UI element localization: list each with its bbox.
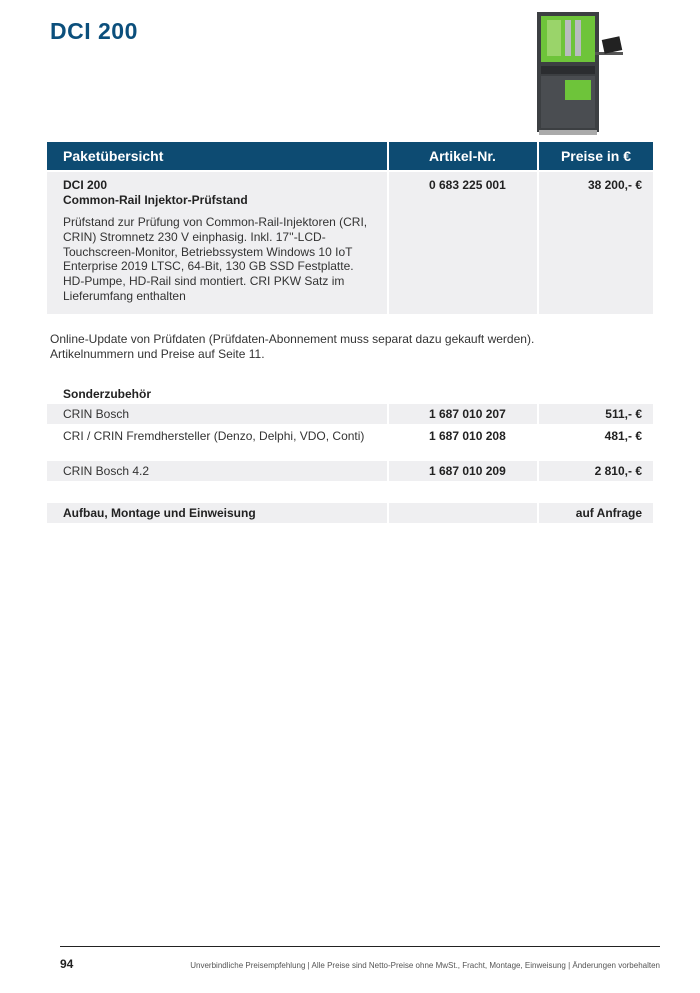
page-number: 94 — [60, 957, 74, 971]
table-row — [47, 503, 653, 523]
footer-disclaimer: Unverbindliche Preisempfehlung | Alle Preise sind Netto-Preise ohne MwSt., Fracht, Montage, Einweisung | Änderungen vorbehalten — [190, 961, 660, 970]
main-item-price-cell — [539, 172, 653, 314]
header-package: Paketübersicht — [47, 142, 387, 170]
table-row — [47, 404, 653, 424]
accessory-label: CRIN Bosch 4.2 — [47, 461, 387, 481]
footer-divider — [60, 946, 660, 947]
main-item-description: Prüfstand zur Prüfung von Common-Rail-Injektoren (CRI, CRIN) Stromnetz 230 V einphasig. Inkl. 17''-LCD-Touchscreen-Monitor, Betriebssystem Windows 10 IoT Enterprise 2019 LTSC, 64-Bit, 130 GB SSD Festplatte. HD-Pumpe, HD-Rail sind montiert. CRI PKW Satz im Lieferumfang enthalten — [63, 215, 368, 303]
package-table — [47, 142, 653, 314]
accessory-article-number: 1 687 010 207 — [389, 404, 537, 424]
service-table — [47, 503, 653, 523]
accessory-price: 511,- € — [539, 404, 653, 424]
accessories-heading: Sonderzubehör — [63, 387, 152, 401]
main-item-subtitle: Common-Rail Injektor-Prüfstand — [63, 193, 248, 207]
main-item-article-cell — [389, 172, 537, 314]
header-article-number: Artikel-Nr. — [389, 142, 537, 170]
accessory-article-number: 1 687 010 209 — [389, 461, 537, 481]
accessory-price: 481,- € — [604, 429, 642, 443]
service-label: Aufbau, Montage und Einweisung — [47, 503, 387, 523]
accessory-label: CRI / CRIN Fremdhersteller (Denzo, Delphi, VDO, Conti) — [63, 429, 365, 443]
accessory-price: 2 810,- € — [539, 461, 653, 481]
main-item-name: DCI 200 — [63, 178, 108, 192]
accessory-label: CRIN Bosch — [47, 404, 387, 424]
header-price: Preise in € — [539, 142, 653, 170]
accessory-article-number: 1 687 010 208 — [429, 429, 506, 443]
service-article-number — [389, 503, 537, 523]
page-title: DCI 200 — [50, 18, 138, 44]
main-item-article-number: 0 683 225 001 — [429, 178, 506, 192]
table-row — [47, 172, 653, 314]
table-header-row — [47, 142, 653, 170]
table-row — [47, 461, 653, 481]
product-image — [525, 8, 625, 138]
update-note: Online-Update von Prüfdaten (Prüfdaten-Abonnement muss separat dazu gekauft werden). Artikelnummern und Preise auf Seite 11. — [50, 332, 535, 361]
main-item-price: 38 200,- € — [587, 178, 642, 192]
accessories-table-extra — [47, 461, 653, 481]
service-price: auf Anfrage — [539, 503, 653, 523]
table-row — [47, 426, 653, 446]
main-item-cell — [47, 172, 387, 314]
accessories-table — [47, 404, 653, 446]
